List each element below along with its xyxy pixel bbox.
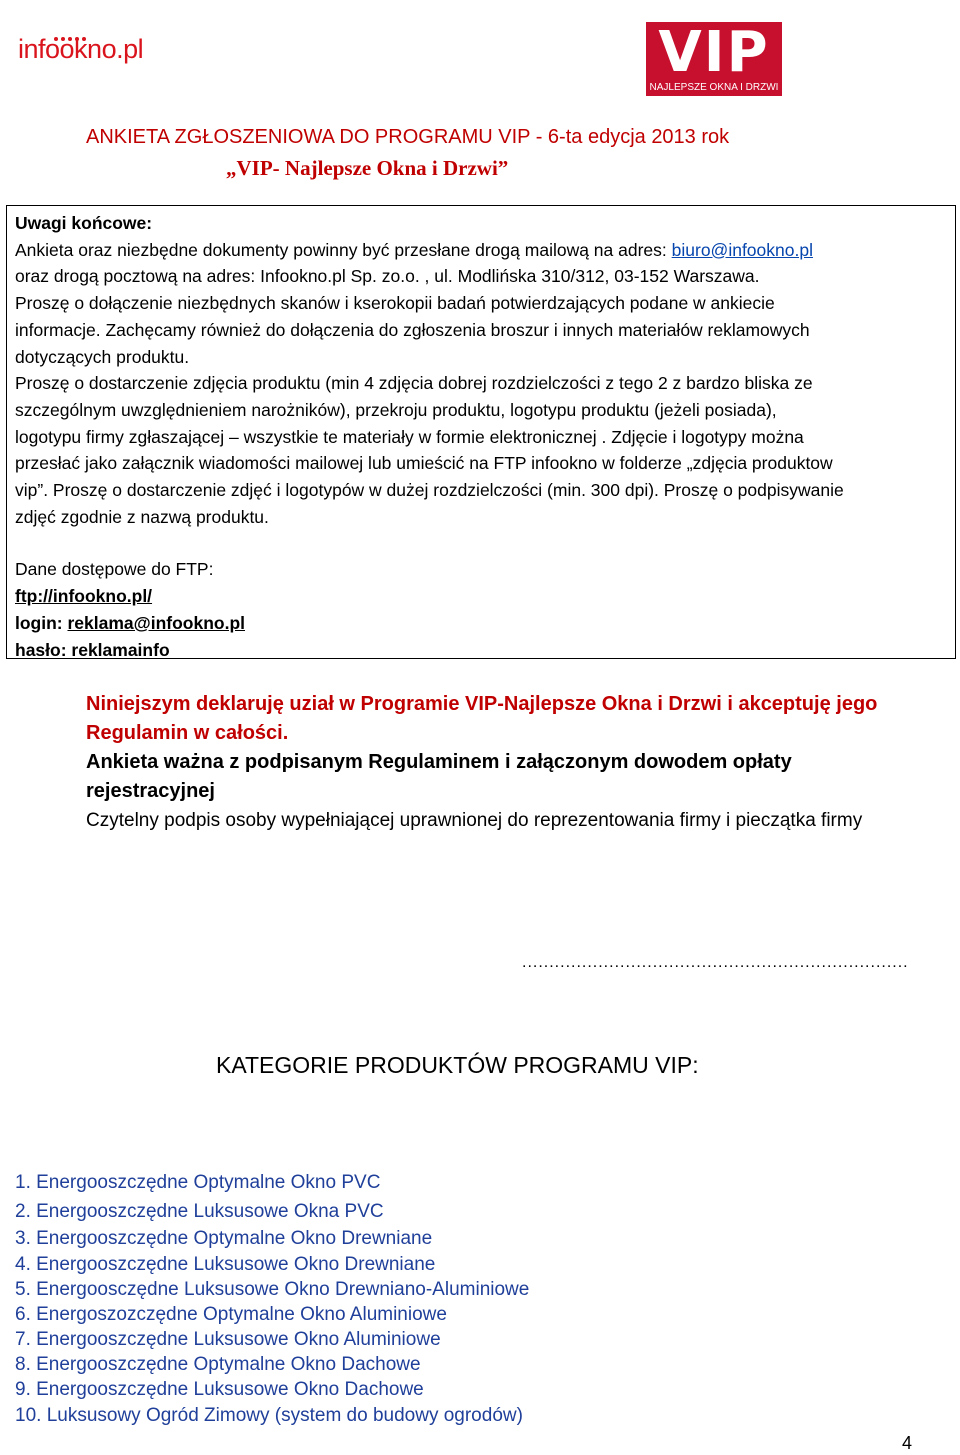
category-item: 2. Energooszczędne Luksusowe Okna PVC — [15, 1201, 384, 1222]
program-name: „VIP- Najlepsze Okna i Drzwi” — [226, 156, 509, 180]
category-item: 4. Energooszczędne Luksusowe Okno Drewniane — [15, 1254, 436, 1275]
ftp-login-link[interactable]: reklama@infookno.pl — [67, 612, 245, 633]
form-title: ANKIETA ZGŁOSZENIOWA DO PROGRAMU VIP - 6-ta edycja 2013 rok — [86, 126, 730, 148]
office-email-link[interactable]: biuro@infookno.pl — [671, 239, 813, 260]
remarks-line-2: oraz drogą pocztową na adres: Infookno.pl Sp. zo.o. , ul. Modlińska 310/312, 03-152 Warszawa. — [15, 266, 760, 287]
remarks-line-5: dotyczących produktu. — [15, 346, 190, 367]
final-remarks-box — [6, 205, 956, 659]
validity-note: Ankieta ważna z podpisanym Regulaminem i załączonym dowodem opłaty rejestracyjnej — [86, 751, 792, 802]
declaration-statement: Niniejszym deklaruję uział w Programie VIP-Najlepsze Okna i Drzwi i akceptuję jego Regulamin w całości. — [86, 693, 878, 744]
infookno-logo-text: infookno.pl — [18, 34, 144, 64]
categories-list — [15, 1168, 529, 1429]
category-item: 10. Luksusowy Ogród Zimowy (system do budowy ogrodów) — [15, 1405, 523, 1426]
vip-logo-text: VIP — [658, 20, 770, 85]
remarks-line-1-text: Ankieta oraz niezbędne dokumenty powinny być przesłane drogą mailową na adres: — [15, 239, 672, 260]
spacer — [15, 530, 947, 556]
ftp-login — [15, 610, 947, 637]
category-item: 9. Energooszczędne Luksusowe Okno Dachowe — [15, 1379, 424, 1400]
ftp-password: hasło: reklamainfo — [15, 639, 170, 660]
remarks-line-1 — [15, 237, 947, 264]
remarks-line-9: przesłać jako załącznik wiadomości mailowej lub umieścić na FTP infookno w folderze „zdjęcia produktow — [15, 453, 833, 474]
category-item: 3. Energooszczędne Optymalne Okno Drewniane — [15, 1228, 433, 1249]
remarks-line-7: szczególnym uwzględnieniem narożników), przekroju produktu, logotypu produktu (jeżeli posiada), — [15, 399, 777, 420]
page-number: 4 — [902, 1433, 913, 1453]
category-item: 5. Energoosczędne Luksusowe Okno Drewniano-Aluminiowe — [15, 1279, 530, 1300]
remarks-line-10: vip”. Proszę o dostarczenie zdjęć i logotypów w dużej rozdzielczości (min. 300 dpi). Proszę o podpisywanie — [15, 480, 844, 501]
vip-logo-tagline: NAJLEPSZE OKNA I DRZWI — [649, 82, 779, 93]
category-item: 6. Energoszozczędne Optymalne Okno Aluminiowe — [15, 1304, 447, 1325]
ftp-login-label: login: — [15, 612, 68, 633]
remarks-line-11: zdjęć zgodnie z nazwą produktu. — [15, 506, 269, 527]
remarks-line-8: logotypu firmy zgłaszającej – wszystkie te materiały w formie elektronicznej . Zdjęcie i logotypy można — [15, 426, 804, 447]
category-item: 7. Energooszczędne Luksusowe Okno Aluminiowe — [15, 1329, 441, 1350]
declaration-section — [86, 690, 926, 836]
category-item: 1. Energooszczędne Optymalne Okno PVC — [15, 1172, 381, 1193]
infookno-logo — [18, 22, 144, 82]
vip-logo — [646, 22, 782, 96]
remarks-line-4: informacje. Zachęcamy również do dołączenia do zgłoszenia broszur i innych materiałów reklamowych — [15, 319, 810, 340]
categories-title: KATEGORIE PRODUKTÓW PROGRAMU VIP: — [216, 1052, 699, 1078]
signature-line: ....................................................................... — [522, 954, 909, 971]
ftp-url-link[interactable]: ftp://infookno.pl/ — [15, 586, 153, 607]
remarks-heading: Uwagi końcowe: — [15, 213, 153, 233]
remarks-line-6: Proszę o dostarczenie zdjęcia produktu (min 4 zdjęcia dobrej rozdzielczości z tego 2 z bardzo bliska ze — [15, 373, 813, 394]
category-item: 8. Energooszczędne Optymalne Okno Dachowe — [15, 1354, 421, 1375]
ftp-label: Dane dostępowe do FTP: — [15, 559, 214, 580]
remarks-line-3: Proszę o dołączenie niezbędnych skanów i kserokopii badań potwierdzających podane w ankiecie — [15, 293, 775, 314]
signature-instruction: Czytelny podpis osoby wypełniającej uprawnionej do reprezentowania firmy i pieczątka firmy — [86, 810, 863, 831]
